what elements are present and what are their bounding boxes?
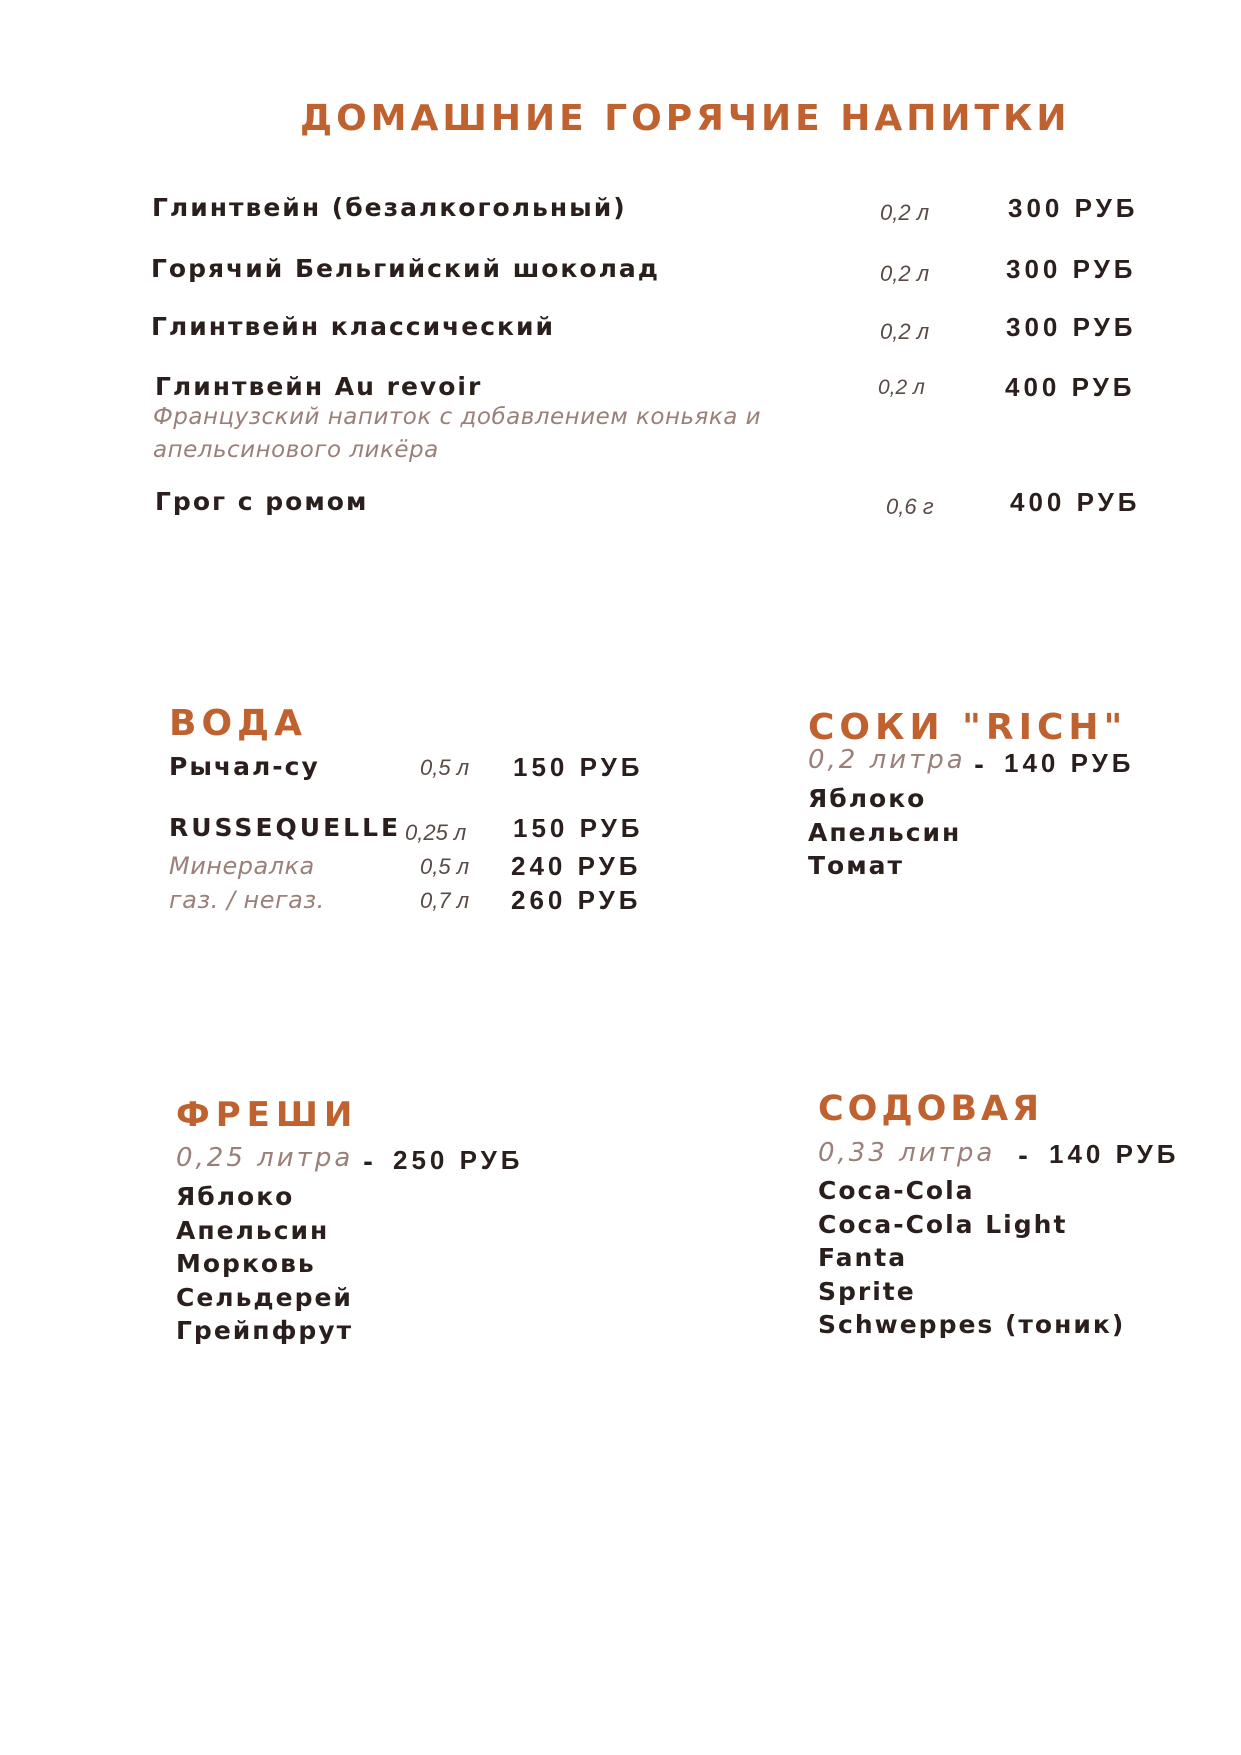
item-name: Глинтвейн Au revoir xyxy=(155,372,483,401)
list-item: Schweppes (тоник) xyxy=(818,1310,1126,1339)
section-title: ВОДА xyxy=(169,703,307,744)
item-volume: 0,2 л xyxy=(878,376,925,399)
list-item: Яблоко xyxy=(808,784,927,813)
item-price: 300 РУБ xyxy=(1006,254,1137,284)
separator-dash: - xyxy=(1018,1142,1028,1170)
item-description: апельсинового ликёра xyxy=(153,437,439,463)
section-price: 140 РУБ xyxy=(1049,1139,1180,1169)
item-price: 150 РУБ xyxy=(513,752,644,782)
item-price: 150 РУБ xyxy=(513,813,644,843)
item-name: Глинтвейн (безалкогольный) xyxy=(152,193,627,222)
item-price: 400 РУБ xyxy=(1010,487,1141,517)
item-name: Глинтвейн классический xyxy=(151,312,556,341)
separator-dash: - xyxy=(974,751,984,779)
list-item: Яблоко xyxy=(176,1182,295,1211)
item-list xyxy=(176,1180,353,1348)
section-price: 250 РУБ xyxy=(393,1145,524,1175)
list-item: Апельсин xyxy=(808,817,962,847)
list-item: Sprite xyxy=(818,1276,916,1306)
item-name: Рычал-су xyxy=(169,752,320,781)
item-volume: 0,25 л xyxy=(405,820,467,845)
list-item: Fanta xyxy=(818,1243,908,1272)
section-volume: 0,2 литра xyxy=(808,745,966,775)
item-volume: 0,7 л xyxy=(420,888,470,913)
section-title: СОДОВАЯ xyxy=(818,1089,1044,1129)
list-item: Coca-Cola Light xyxy=(818,1209,1068,1239)
separator-dash: - xyxy=(363,1148,373,1176)
item-name: Грог с ромом xyxy=(155,487,369,516)
item-volume: 0,6 г xyxy=(886,494,934,519)
list-item: Апельсин xyxy=(176,1215,330,1245)
section-volume: 0,33 литра xyxy=(818,1138,996,1168)
item-price: 300 РУБ xyxy=(1008,193,1139,223)
item-price: 260 РУБ xyxy=(511,885,642,915)
section-volume: 0,25 литра xyxy=(176,1143,354,1173)
section-price: 140 РУБ xyxy=(1004,748,1135,778)
item-list xyxy=(808,782,961,883)
section-title: ДОМАШНИЕ ГОРЯЧИЕ НАПИТКИ xyxy=(300,98,1071,139)
item-list xyxy=(818,1174,1125,1342)
item-name: Горячий Бельгийский шоколад xyxy=(151,254,660,283)
list-item: Грейпфрут xyxy=(176,1316,354,1345)
item-description: Французский напиток с добавлением коньяка и xyxy=(153,404,762,430)
item-price: 400 РУБ xyxy=(1005,372,1136,402)
list-item: Coca-Cola xyxy=(818,1176,975,1205)
section-title: ФРЕШИ xyxy=(176,1095,359,1135)
item-volume: 0,5 л xyxy=(420,854,470,879)
item-volume: 0,5 л xyxy=(420,755,470,780)
list-item: Сельдерей xyxy=(176,1282,353,1312)
item-price: 240 РУБ xyxy=(511,851,642,881)
item-price: 300 РУБ xyxy=(1006,312,1137,342)
section-title: СОКИ "RICH" xyxy=(808,707,1128,748)
list-item: Морковь xyxy=(176,1249,316,1278)
item-volume: 0,2 л xyxy=(880,200,930,225)
item-volume: 0,2 л xyxy=(880,261,930,286)
item-volume: 0,2 л xyxy=(880,319,930,344)
list-item: Томат xyxy=(808,851,905,880)
item-name: газ. / негаз. xyxy=(169,886,325,914)
item-name: RUSSEQUELLE xyxy=(169,813,402,842)
item-name: Минералка xyxy=(169,852,315,880)
